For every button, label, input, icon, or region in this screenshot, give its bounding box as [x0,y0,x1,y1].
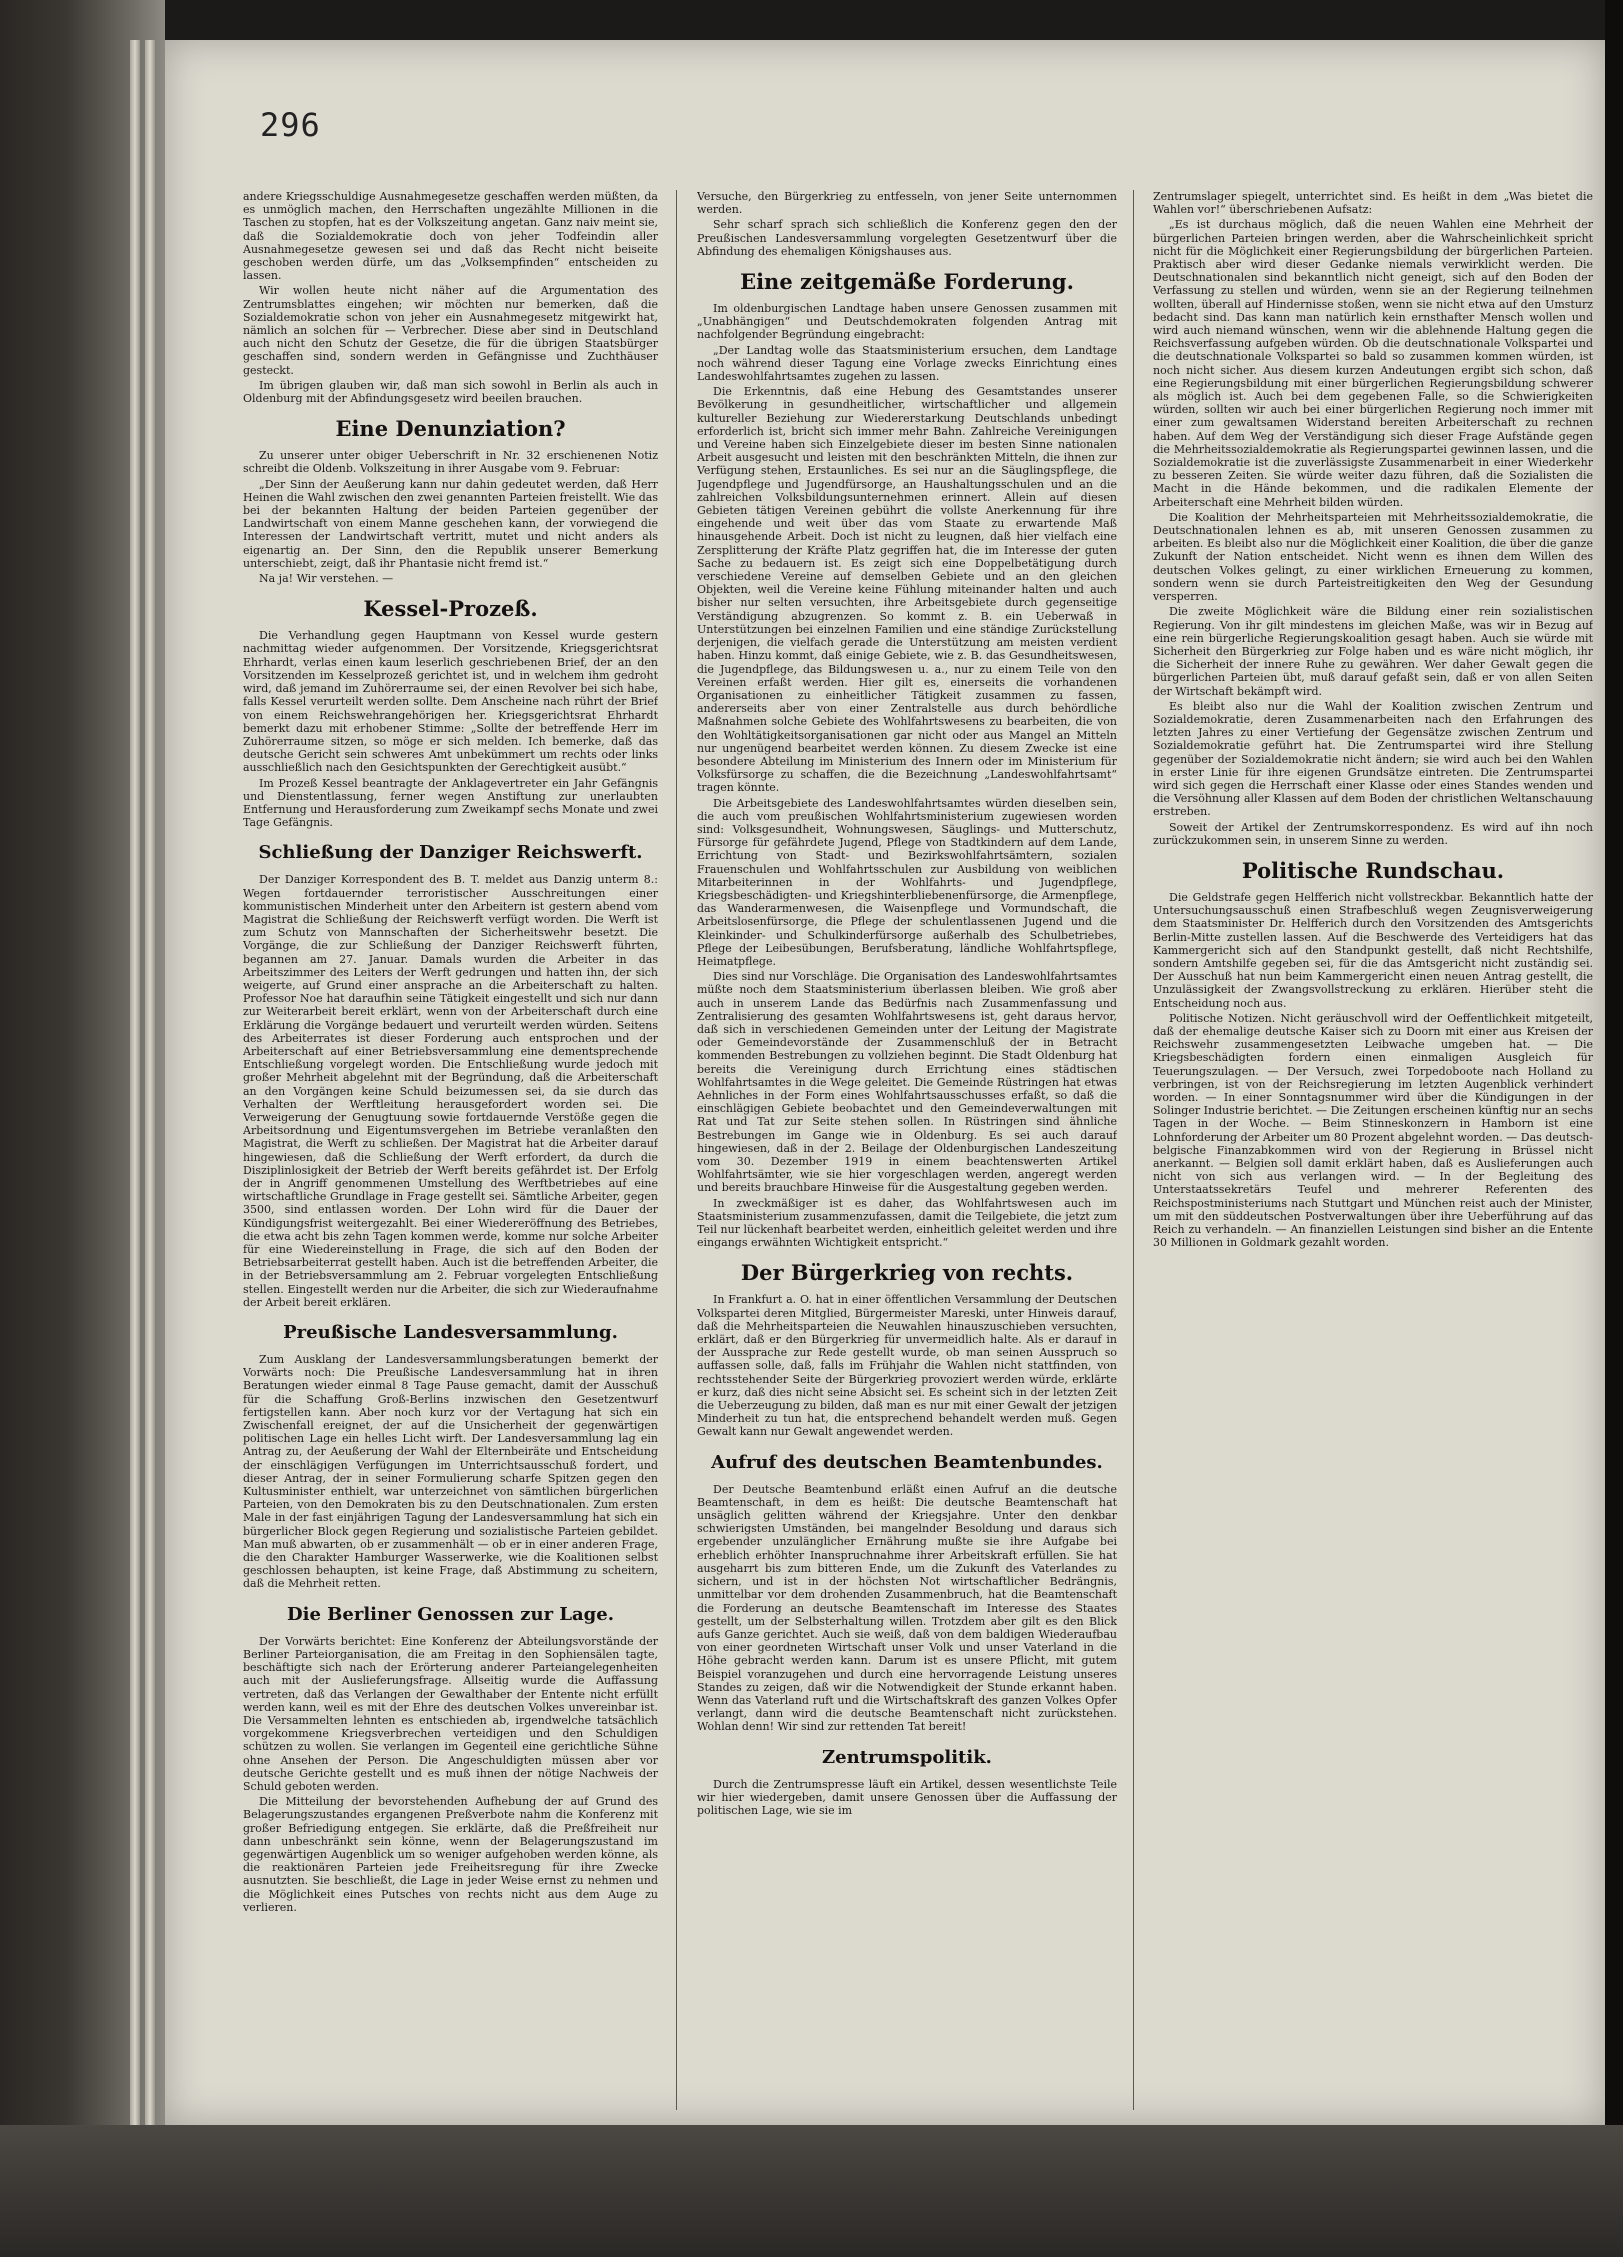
page-number: 296 [260,106,321,144]
paragraph: Im oldenburgischen Landtage haben unsere Genossen zusammen mit „Unabhängigen“ und Deutschdemokraten folgenden Antrag mit nachfolgender Begründung eingebracht: [697,302,1117,342]
scanner-background-bottom [0,2125,1623,2257]
paragraph: Dies sind nur Vorschläge. Die Organisation des Landeswohlfahrtsamtes müßte noch dem Staatsministerium überlassen bleiben. Wie groß aber auch in unserem Lande das Bedürfnis nach Zusammenfassung und Zentralisierung des gesamten Wohlfahrtswesens ist, geht daraus hervor, daß sich in verschiedenen Gemeinden unter der Leitung der Magistrate oder Gemeindevorstände der Zusammenschluß der in Betracht kommenden Bestrebungen zu vollziehen beginnt. Die Stadt Oldenburg hat bereits die Vereinigung durch Errichtung eines städtischen Wohlfahrtsamtes in die Wege geleitet. Die Gemeinde Rüstringen hat etwas Aehnliches in der Form eines Wohlfahrtsausschusses erfaßt, so daß die einschlägigen Gebiete beobachtet und den Gemeindeverwaltungen mit Rat und Tat zur Seite stehen sollen. In Rüstringen sind ähnliche Bestrebungen im Gange wie in Oldenburg. Es sei auch darauf hingewiesen, daß in der 2. Beilage der Oldenburgischen Landeszeitung vom 30. Dezember 1919 in einem beachtenswerten Artikel Wohlfahrtsämter, wie sie hier vorgeschlagen werden, angeregt werden und bereits brauchbare Hinweise für die Ausgestaltung gegeben werden. [697,970,1117,1195]
paragraph: Zentrumslager spiegelt, unterrichtet sind. Es heißt in dem „Was bietet die Wahlen vor!“ überschriebenen Aufsatz: [1153,190,1593,217]
article-heading: Kessel-Prozeß. [363,596,538,622]
paragraph: Durch die Zentrumspresse läuft ein Artikel, dessen wesentlichste Teile wir hier wiedergeben, damit unsere Genossen über die Auffassung der politischen Lage, wie sie im [697,1777,1117,1817]
paragraph: Politische Notizen. Nicht geräuschvoll wird der Oeffentlichkeit mitgeteilt, daß der ehemalige deutsche Kaiser sich zu Doorn mit einer aus Kreisen der Reichswehr zusammengesetzten Leibwache umgeben hat. — Die Kriegsbeschädigten fordern einen einmaligen Ausgleich für Teuerungszulagen. — Der Versuch, zwei Torpedoboote nach Holland zu verbringen, ist von der Reichsregierung im letzten Augenblick verhindert worden. — In einer Sonntagsnummer wird über die Kündigungen in der Solinger Industrie berichtet. — Die Zeitungen erscheinen künftig nur an sechs Tagen in der Woche. — Beim Stinneskonzern in Hamborn ist eine Lohnforderung der Arbeiter um 80 Prozent abgelehnt worden. — Das deutsch-belgische Finanzabkommen wird von der Regierung in Brüssel nicht anerkannt. — Belgien soll damit erklärt haben, daß es Auslieferungen auch nicht von sich aus verlangen wird. — In der Begleitung des Unterstaatssekretärs Teufel und mehrerer Referenten des Reichspostministeriums nach Stuttgart und München reist auch der Minister, um mit den süddeutschen Postverwaltungen über ihre Ueberführung auf das Reich zu verhandeln. — An finanziellen Leistungen sind bisher an die Entente 30 Millionen in Goldmark gezahlt worden. [1153,1011,1593,1250]
column-1 [243,190,658,2105]
paragraph: Der Deutsche Beamtenbund erläßt einen Aufruf an die deutsche Beamtenschaft, in dem es heißt: Die deutsche Beamtenschaft hat unsäglich gelitten während der Kriegsjahre. Unter den denkbar schwierigsten Umständen, bei mangelnder Besoldung und daraus sich ergebender unzulänglicher Ernährung mußte sie ihre Aufgabe bei erheblich erhöhter Inanspruchnahme ihrer Arbeitskraft erfüllen. Sie hat ausgeharrt bis zum bitteren Ende, um die Zukunft des Vaterlandes zu sichern, und ist in der höchsten Not wirtschaftlicher Bedrängnis, unmittelbar vor dem drohenden Zusammenbruch, hat die Beamtenschaft die Forderung an deutsche Beamtenschaft im Interesse des Staates gestellt, um der Selbsterhaltung willen. Trotzdem aber gilt es den Blick aufs Ganze gerichtet. Auch sie weiß, daß von dem baldigen Wiederaufbau von einer geordneten Wirtschaft unser Volk und unser Vaterland in die Höhe gebracht werden kann. Darum ist es unsere Pflicht, mit gutem Beispiel voranzugehen und durch eine hervorragende Leistung unseres Standes zu zeigen, daß wir die Notwendigkeit der Stunde erkannt haben. Wenn das Vaterland ruft und die Wirtschaftskraft des ganzen Volkes Opfer verlangt, dann wird die deutsche Beamtenschaft nicht zurückstehen. Wohlan denn! Wir sind zur rettenden Tat bereit! [697,1482,1117,1734]
article-heading: Eine zeitgemäße Forderung. [740,269,1074,295]
newspaper-page [165,40,1605,2125]
column-rule [1133,190,1134,2110]
paragraph: Die Mitteilung der bevorstehenden Aufhebung der auf Grund des Belagerungszustandes ergangenen Preßverbote nahm die Konferenz mit großer Befriedigung entgegen. Sie erklärte, daß die Preßfreiheit nur dann unbeschränkt sein könne, wenn der Belagerungszustand im gegenwärtigen Augenblick um so weniger aufgehoben werden könne, als die reaktionären Parteien jede Freiheitsregung für ihre Zwecke ausnutzten. Sie beschließt, die Lage in jeder Weise ernst zu nehmen und die Möglichkeit eines Putsches von rechts nicht aus dem Auge zu verlieren. [243,1795,658,1914]
paragraph: Zum Ausklang der Landesversammlungsberatungen bemerkt der Vorwärts noch: Die Preußische Landesversammlung hat in ihren Beratungen wieder einmal 8 Tage Pause gemacht, damit der Ausschuß für die Schaffung Groß-Berlins inzwischen den Gesetzentwurf fertigstellen kann. Aber noch kurz vor der Vertagung hat sich ein Zwischenfall ereignet, der auf die Unsicherheit der gegenwärtigen politischen Lage ein helles Licht wirft. Der Landesversammlung lag ein Antrag zu, der Aeußerung der Wahl der Elternbeiräte und Entscheidung der einschlägigen Verfügungen im Unterrichtsausschuß fordert, und dieser Antrag, der in seiner Formulierung scharfe Spitzen gegen den Kultusminister enthielt, war unterzeichnet von sämtlichen bürgerlichen Parteien, von den Demokraten bis zu den Deutschnationalen. Zum ersten Male in der fast einjährigen Tagung der Landesversammlung hat sich ein bürgerlicher Block gegen Regierung und sozialistische Parteien gebildet. Man muß abwarten, ob er zusammenhält — ob er in einer anderen Frage, die den Charakter Hamburger Wasserwerke, wie die Koalitionen selbst geschlossen behaupten, ist keine Frage, daß Abstimmung zu scheitern, daß die Mehrheit retten. [243,1353,658,1591]
article-heading: Politische Rundschau. [1241,857,1505,883]
paragraph: „Der Landtag wolle das Staatsministerium ersuchen, dem Landtage noch während dieser Tagung eine Vorlage zwecks Einrichtung eines Landeswohlfahrtsamtes zugehen zu lassen. [697,343,1117,384]
paragraph: Die zweite Möglichkeit wäre die Bildung einer rein sozialistischen Regierung. Von ihr gilt mindestens im gleichen Maße, was wir in Bezug auf eine rein bürgerliche Regierungskoalition gesagt haben. Auch sie würde mit Sicherheit den Bürgerkrieg zur Folge haben und es wäre nicht möglich, ihr die Sicherheit der innere Ruhe zu gewähren. Wer daher Gewalt gegen die bürgerlichen Parteien übt, muß darauf gefaßt sein, daß er von allen Seiten der Wirtschaft bekämpft wird. [1153,605,1593,698]
article-heading: Eine Denunziation? [335,416,566,442]
paragraph: Im Prozeß Kessel beantragte der Anklagevertreter ein Jahr Gefängnis und Dienstentlassung, ferner wegen Anstiftung zur unerlaubten Entfernung und Herausforderung zum Zweikampf sechs Monate und zwei Tage Gefängnis. [243,776,658,830]
page-edge-stack [145,40,155,2127]
column-rule [676,190,677,2110]
paragraph: Es bleibt also nur die Wahl der Koalition zwischen Zentrum und Sozialdemokratie, deren Zusammenarbeiten nach den Erfahrungen des letzten Jahres zu einer Vertiefung der Gegensätze zwischen Zentrum und Sozialdemokratie geführt hat. Die Zentrumspartei wird ihre Stellung gegenüber der Sozialdemokratie nicht ändern; sie wird auch bei den Wahlen in erster Linie für ihre eigenen Grundsätze eintreten. Die Zentrumspartei wird sich gegen die Herrschaft einer Klasse oder eines Standes wenden und die Versöhnung aller Klassen auf dem Boden der christlichen Weltanschauung erstreben. [1153,699,1593,819]
paragraph: Sehr scharf sprach sich schließlich die Konferenz gegen den der Preußischen Landesversammlung vorgelegten Gesetzentwurf über die Abfindung des ehemaligen Königshauses aus. [697,218,1117,258]
paragraph: Die Koalition der Mehrheitsparteien mit Mehrheitssozialdemokratie, die Deutschnationalen lehnen es ab, mit unseren Genossen zusammen zu arbeiten. Es bleibt also nur die Möglichkeit einer Koalition, die über die ganze Zukunft der Nation entscheidet. Nicht wenn es ihnen dem Willen des deutschen Volkes gelingt, zu einer wirklichen Erneuerung zu kommen, sondern wenn sie durch Parteistreitigkeiten den Weg der Gesundung versperren. [1153,510,1593,604]
paragraph: Der Vorwärts berichtet: Eine Konferenz der Abteilungsvorstände der Berliner Parteiorganisation, die am Freitag in den Sophiensälen tagte, beschäftigte sich nach der Erörterung anderer Parteiangelegenheiten auch mit der Auslieferungsfrage. Allseitig wurde die Auffassung vertreten, daß das Verlangen der Gewalthaber der Entente nicht erfüllt werden kann, weil es mit der Ehre des deutschen Volkes unvereinbar ist. Die Versammelten lehnten es entschieden ab, irgendwelche tatsächlich vorgekommene Kriegsverbrechen verteidigen und den Schuldigen schützen zu wollen. Sie verlangen im Gegenteil eine gerichtliche Sühne ohne Ansehen der Person. Die Angeschuldigten müssen aber vor deutsche Gerichte gestellt und es muß ihnen der nötige Nachweis der Schuld geboten werden. [243,1634,658,1793]
column-3 [1153,190,1593,2105]
article-heading: Preußische Landesversammlung. [283,1322,618,1344]
article-heading: Der Bürgerkrieg von rechts. [740,1260,1074,1286]
article-heading: Die Berliner Genossen zur Lage. [287,1603,614,1625]
paragraph: Die Arbeitsgebiete des Landeswohlfahrtsamtes würden dieselben sein, die auch vom preußischen Wohlfahrtsministerium zugewiesen worden sind: Volksgesundheit, Wohnungswesen, Säuglings- und Mutterschutz, Fürsorge für gefährdete Jugend, Pflege von Stadtkindern auf dem Lande, Errichtung von Stadt- und Bezirkswohlfahrtsämtern, sozialen Frauenschulen und Wohlfahrtsschulen zur Ausbildung von weiblichen Mitarbeiterinnen in der Wohlfahrts- und Jugendpflege, Kriegsbeschädigten- und Kriegshinterbliebenenfürsorge, die Armenpflege, das Wanderarmenwesen, die Waisenpflege und Vormundschaft, die Arbeitslosenfürsorge, die Pflege der schulentlassenen Jugend und die Kleinkinder- und Schulkinderfürsorge außerhalb des Schulbetriebes, Pflege der Leibesübungen, Berufsberatung, ländliche Wohlfahrtspflege, Heimatpflege. [697,796,1117,968]
paragraph: Na ja! Wir verstehen. — [259,572,394,586]
paragraph: Der Danziger Korrespondent des B. T. meldet aus Danzig unterm 8.: Wegen fortdauernder terroristischer Ausschreitungen einer kommunistischen Minderheit unter den Arbeitern ist gestern abend vom Magistrat die Schließung der Reichswerft verfügt worden. Die Werft ist zum Schutz von Mannschaften der Sicherheitswehr besetzt. Die Vorgänge, die zur Schließung der Danziger Reichswerft führten, begannen am 27. Januar. Damals wurden die Arbeiter in das Arbeitszimmer des Leiters der Werft gedrungen und hatten ihn, der sich weigerte, auf Grund einer ansprache an die Arbeiterschaft zu halten. Professor Noe hat daraufhin seine Tätigkeit eingestellt und sich nur dann zur Weiterarbeit bereit erklärt, wenn von der Arbeiterschaft durch eine Erklärung die Vorgänge bedauert und verurteilt werden würden. Seitens des Arbeiterrates ist dieser Forderung auch entsprochen und der Arbeiterschaft auf einer Betriebsversammlung eine dementsprechende Entschließung vorgelegt worden. Die Entschließung wurde jedoch mit großer Mehrheit abgelehnt mit der Begründung, daß die Arbeiterschaft an den Vorgängen keine Schuld beizumessen sei, da sie durch das Verhalten der Werftleitung herausgefordert worden sei. Die Verweigerung der Genugtuung sowie fortdauernde Verstöße gegen die Arbeitsordnung und Eigentumsvergehen im Betriebe veranlaßten den Magistrat, die Werft zu schließen. Der Magistrat hat die Arbeiter darauf hingewiesen, daß die Schließung der Werft erfordert, da durch die Disziplinlosigkeit der Betrieb der Werft bereits gefährdet ist. Der Erfolg der in Angriff genommenen Umstellung des Werftbetriebes auf eine wirtschaftliche Grundlage in Frage gestellt sei. Sämtliche Arbeiter, gegen 3500, sind entlassen worden. Der Lohn wird für die Dauer der Kündigungsfrist weitergezahlt. Bei einer Wiedereröffnung des Betriebes, die etwa acht bis zehn Tagen kommen werde, komme nur solche Arbeiter für eine Wiedereinstellung in Frage, die sich auf den Boden der Betriebsarbeiterrat gestellt haben. Auch ist die betreffenden Arbeiter, die in der Betriebsversammlung am 2. Februar vorgelegten Entschließung stellen. Eingestellt werden nur die Arbeiter, die sich zur Wiederaufnahme der Arbeit bereit erklären. [243,873,658,1309]
paragraph: Wir wollen heute nicht näher auf die Argumentation des Zentrumsblattes eingehen; wir möchten nur bemerken, daß die Sozialdemokratie schon von jeher ein Ausnahmegesetz mitgewirkt hat, nämlich an solchen für — Verbrecher. Diese aber sind in Deutschland auch nicht den Schutz der Gesetze, die für die übrigen Staatsbürger geschaffen sind, sondern werden in Gefängnisse und Zuchthäuser gesteckt. [243,284,658,377]
paragraph: Im übrigen glauben wir, daß man sich sowohl in Berlin als auch in Oldenburg mit der Abfindungsgesetz wird beeilen brauchen. [243,378,658,406]
paragraph: Die Verhandlung gegen Hauptmann von Kessel wurde gestern nachmittag wieder aufgenommen. Der Vorsitzende, Kriegsgerichtsrat Ehrhardt, verlas einen kaum leserlich geschriebenen Brief, der an den Vorsitzenden im Kesselprozeß gerichtet ist, und in welchem ihm gedroht wird, daß jemand im Zuhörerraume sei, der einen Revolver bei sich habe, falls Kessel verurteilt werden sollte. Dem Anscheine nach rührt der Brief von einem Reichswehrangehörigen her. Kriegsgerichtsrat Ehrhardt bemerkt dazu mit erhobener Stimme: „Sollte der betreffende Herr im Zuhörerraume sitzen, so möge er sich melden. Ich bemerke, daß das deutsche Gericht sein schweres Amt unbekümmert um rechts oder links ausschließlich nach den Gesichtspunkten der Gerechtigkeit ausübt.“ [243,629,658,775]
paragraph: Die Geldstrafe gegen Helfferich nicht vollstreckbar. Bekanntlich hatte der Untersuchungsausschuß einen Strafbeschluß wegen Zeugnisverweigerung dem Staatsminister Dr. Helfferich durch den Vorsitzenden des Amtsgerichts Berlin-Mitte zustellen lassen. Auf die Beschwerde des Verteidigers hat das Kammergericht sich auf den Standpunkt gestellt, daß nicht Rechtshilfe, sondern Amtshilfe gegeben sei, für die das Amtsgericht nicht zuständig sei. Der Ausschuß hat nun beim Kammergericht einen neuen Antrag gestellt, die Unzulässigkeit der Zwangsvollstreckung zu erklären. Hierüber steht die Entscheidung noch aus. [1153,890,1593,1010]
paragraph: „Der Sinn der Aeußerung kann nur dahin gedeutet werden, daß Herr Heinen die Wahl zwischen den zwei genannten Parteien freistellt. Wie das bei der bekannten Haltung der beiden Parteien gegenüber der Landwirtschaft von einem Manne geschehen kann, der vorwiegend die Interessen der Landwirtschaft vertritt, mutet und nicht anders als eigenartig an. Der Sinn, den die Republik unserer Bemerkung unterschiebt, zeigt, daß ihr Phantasie nicht fremd ist.“ [243,477,658,570]
paragraph: Versuche, den Bürgerkrieg zu entfesseln, von jener Seite unternommen werden. [697,190,1117,217]
scanner-background-right [1605,0,1623,2257]
paragraph: Zu unserer unter obiger Ueberschrift in Nr. 32 erschienenen Notiz schreibt die Oldenb. Volkszeitung in ihrer Ausgabe vom 9. Februar: [243,449,658,476]
paragraph: „Es ist durchaus möglich, daß die neuen Wahlen eine Mehrheit der bürgerlichen Parteien bringen werden, aber die Wahrscheinlichkeit spricht nicht für die Möglichkeit einer Regierungsbildung der bürgerlichen Parteien. Praktisch aber wird dieser Gedanke niemals verwirklicht werden. Die Deutschnationalen sind bekanntlich nicht geneigt, sich auf den Boden der Verfassung zu stellen und würden, wenn sie an der Regierung teilnehmen wollten, überall auf Hindernisse stoßen, wenn sie nicht etwa auf den Umsturz bedacht sind. Das kann man natürlich kein ernsthafter Mensch wollen und wird auch niemand wünschen, wenn wir die ablehnende Haltung gegen die Reichsverfassung aufgeben würden. Ob die deutschnationale Volkspartei und die deutschnationale Volkspartei so bald so zusammen kommen würden, ist noch nicht sicher. Aus diesem kurzen Andeutungen ergibt sich schon, daß eine Regierungsbildung mit einer bürgerlichen Regierungsbildung schwerer als möglich ist. Auch bei dem gegebenen Falle, so die Schwierigkeiten würden, sollten wir auch bei einer bürgerlichen Regierung noch immer mit einer zum gewaltsamen Widerstand bereiten Arbeiterschaft zu rechnen haben. Auf dem Weg der Verständigung sich dieser Frage Aufstände gegen die Mehrheitssozialdemokratie als Regierungspartei gewinnen lassen, und die Sozialdemokratie ist die zuverlässigste Zusammenarbeit in einer Wiederkehr zu besseren Zeiten. Sie würde weiter dazu führen, daß die Sozialisten die Macht in die Hände bekommen, und die radikalen Elemente der Arbeiterschaft eine Mehrheit bilden würden. [1153,218,1593,509]
article-heading: Zentrumspolitik. [822,1746,992,1768]
paragraph: In Frankfurt a. O. hat in einer öffentlichen Versammlung der Deutschen Volkspartei deren Mitglied, Bürgermeister Mareski, unter Hinweis darauf, daß die Mehrheitsparteien die Neuwahlen hinauszuschieben versuchten, erklärt, daß er den Bürgerkrieg für unvermeidlich halte. Als er darauf in der Aussprache zur Rede gestellt wurde, ob man seinen Ausspruch so auffassen solle, daß, falls im Frühjahr die Wahlen nicht stattfinden, von rechtsstehender Seite der Bürgerkrieg provoziert werden würde, erklärte er kurz, daß dies nicht seine Absicht sei. Es scheint sich in der letzten Zeit die Ueberzeugung zu bilden, daß man es nur mit einer Gewalt der jetzigen Minderheit zu tun hat, die entsprechend behandelt werden muß. Gegen Gewalt kann nur Gewalt angewendet werden. [697,1293,1117,1439]
article-heading: Schließung der Danziger Reichswerft. [258,842,643,864]
page-edge-stack [130,40,140,2127]
paragraph: andere Kriegsschuldige Ausnahmegesetze geschaffen werden müßten, da es unmöglich machen, den Herrschaften ungezählte Millionen in die Taschen zu stopfen, hat es der Volkszeitung angetan. Ganz naiv meint sie, daß die Sozialdemokratie doch von jeher Todfeindin aller Ausnahmegesetze gewesen sei und daß das Recht nicht beiseite geschoben werden dürfe, um das „Volksempfinden“ entscheiden zu lassen. [243,190,658,283]
scanner-background-left [0,0,165,2257]
paragraph: In zweckmäßiger ist es daher, das Wohlfahrtswesen auch im Staatsministerium zusammenzufassen, damit die Teilgebiete, die jetzt zum Teil nur lückenhaft bearbeitet werden, einheitlich geleitet werden und ihre eingangs erwähnten Wichtigkeit entspricht.“ [697,1196,1117,1250]
paragraph: Die Erkenntnis, daß eine Hebung des Gesamtstandes unserer Bevölkerung in gesundheitlicher, wirtschaftlicher und allgemein kultureller Beziehung zur Wiedererstarkung Deutschlands unbedingt erforderlich ist, bricht sich immer mehr Bahn. Zahlreiche Vereinigungen und Vereine haben sich Einzelgebiete dieser im besten Sinne nationalen Arbeit ausgesucht und leisten mit den beschränkten Mitteln, die ihnen zur Verfügung stehen, Erstaunliches. Es sei nur an die Säuglingspflege, die Jugendpflege und Jugendfürsorge, an Haushaltungsschulen und an die zahlreichen Volksbildungsunternehmen erinnert. Allein auf diesen Gebieten tätigen Vereinen gebührt die vollste Anerkennung für ihre eingehende und weit über das vom Staate zu erwartende Maß hinausgehende Arbeit. Doch ist nicht zu leugnen, daß hier vielfach eine Zersplitterung der Kräfte Platz gegriffen hat, die im Interesse der guten Sache zu bedauern ist. Es zeigt sich eine Doppelbetätigung durch verschiedene Vereine auf demselben Gebiete und an den gleichen Objekten, weil die Vereine keine Fühlung miteinander halten und auch bisher nur selten versuchten, ihre Arbeitsgebiete durch gegenseitige Verständigung abzugrenzen. So kommt z. B. ein Ueberwaß in Unterstützungen bei einzelnen Familien und eine ständige Zurückstellung derjenigen, die vielfach gerade die Unterstützung am meisten verdient haben. Hinzu kommt, daß einige Gebiete, wie z. B. das Gesundheitswesen, die Jugendpflege, das Bildungswesen u. a., nur zu einem Teile von den Vereinen erfaßt werden. Hier gilt es, einerseits die vorhandenen Organisationen zu einheitlicher Tätigkeit zusammen zu fassen, andererseits aber von einer Zentralstelle aus durch behördliche Maßnahmen solche Gebiete des Wohlfahrtswesens zu bearbeiten, die von den Wohltätigkeitsorganisationen gar nicht oder aus Mangel an Mitteln nur ungenügend bearbeitet werden können. Zu diesem Zwecke ist eine besondere Abteilung im Ministerium des Innern oder im Ministerium für Volksfürsorge zu schaffen, die die Bezeichnung „Landeswohlfahrtsamt“ tragen könnte. [697,385,1117,795]
paragraph: Soweit der Artikel der Zentrumskorrespondenz. Es wird auf ihn noch zurückzukommen sein, in unserem Sinne zu werden. [1153,820,1593,847]
article-heading: Aufruf des deutschen Beamtenbundes. [711,1451,1103,1473]
column-2 [697,190,1117,2105]
